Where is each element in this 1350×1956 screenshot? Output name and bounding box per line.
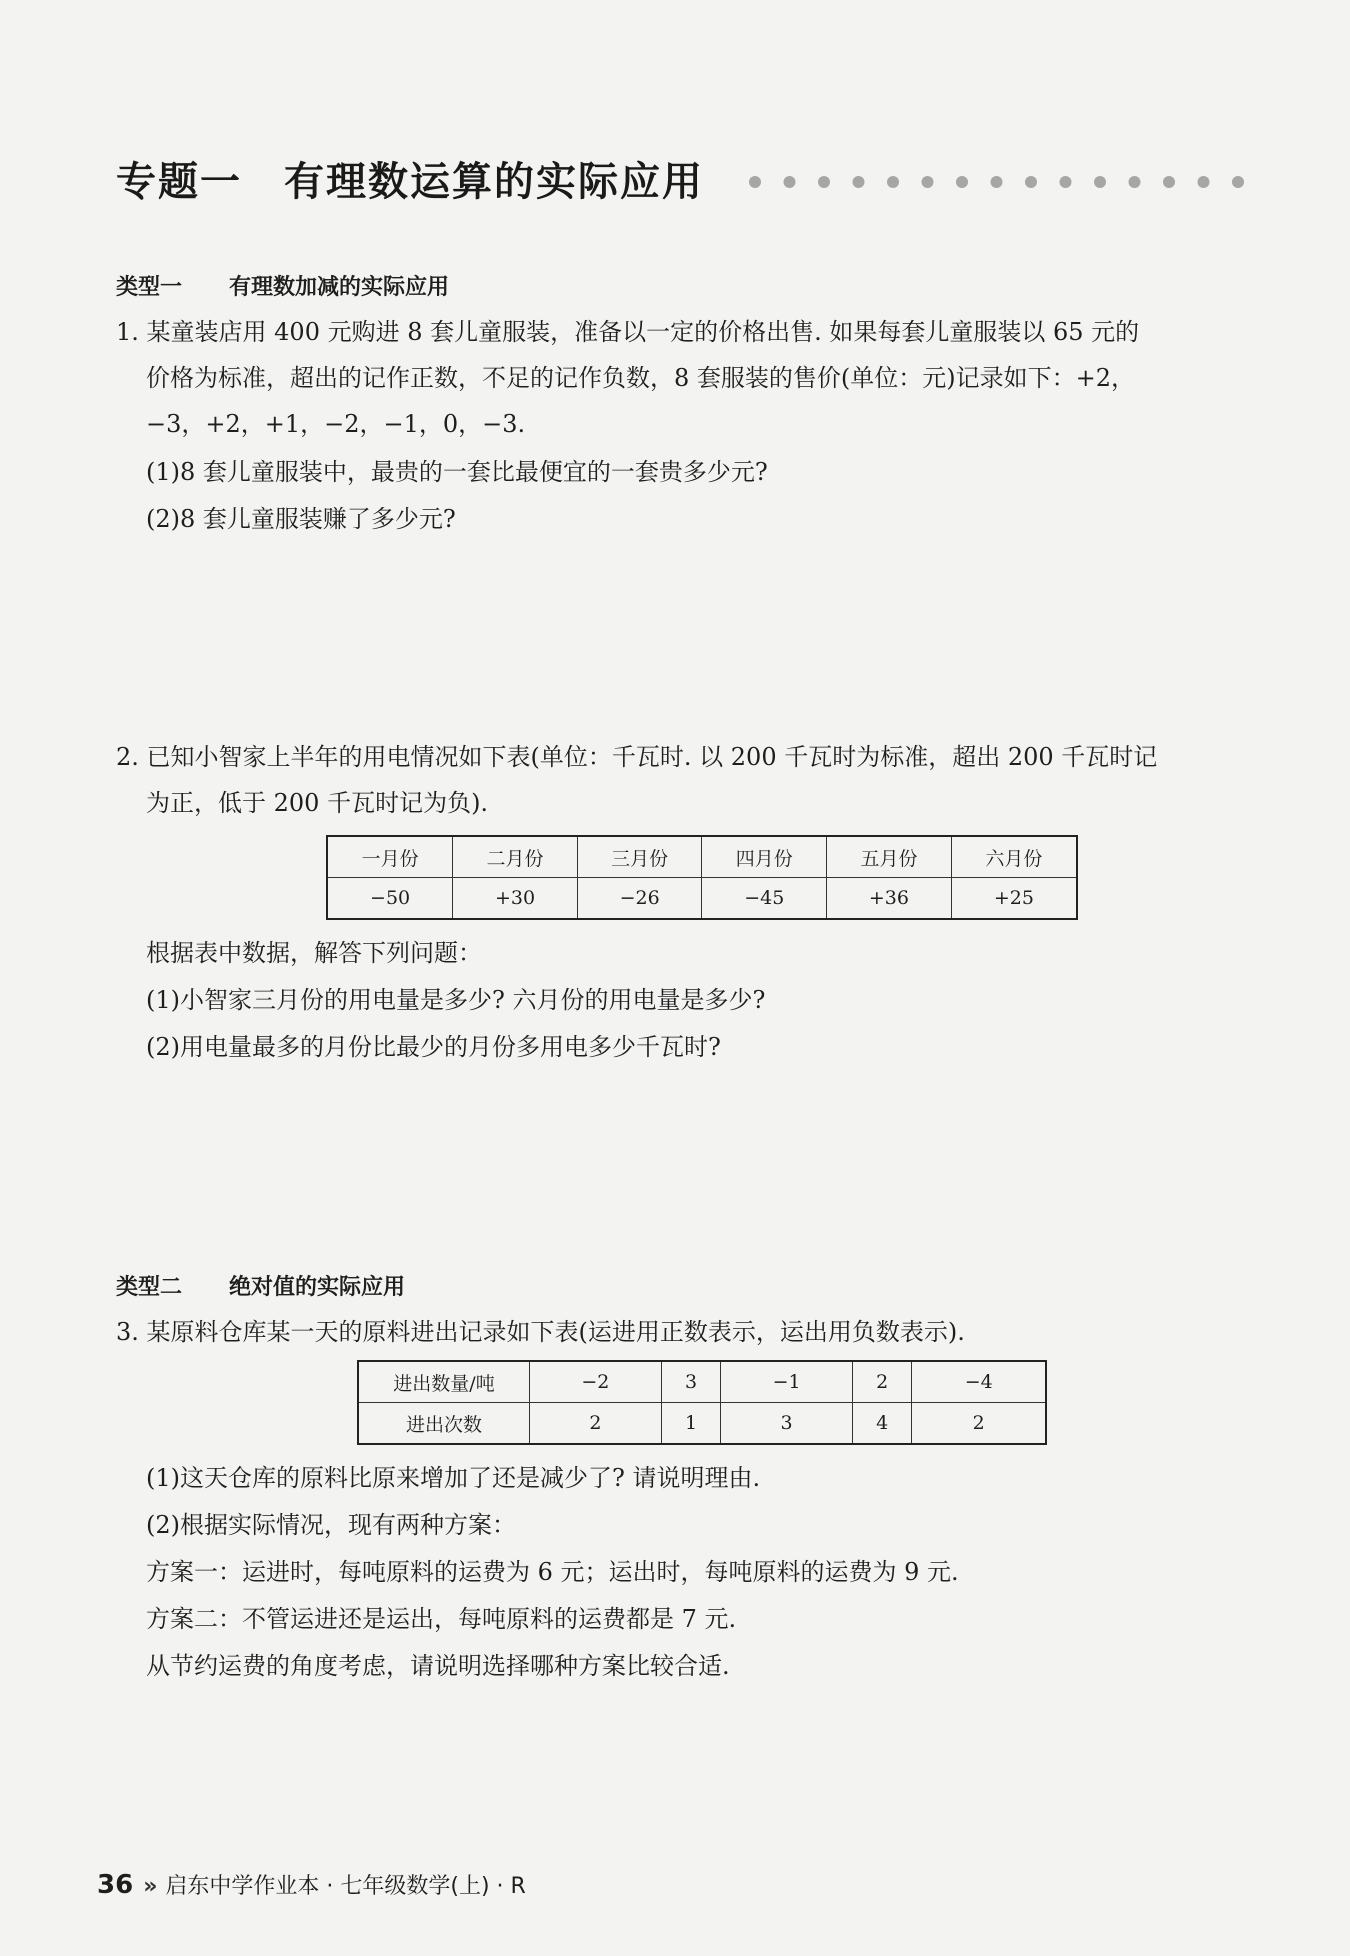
table-row-label: 进出数量/吨 [358, 1361, 530, 1403]
decorative-dot [1025, 176, 1037, 188]
table-header-cell: 一月份 [327, 836, 453, 878]
problem-2-intro: 根据表中数据，解答下列问题： [146, 939, 482, 967]
table-cell: −4 [912, 1361, 1046, 1403]
electricity-table [326, 835, 1078, 920]
problem-2-question-1: (1)小智家三月份的用电量是多少? 六月份的用电量是多少? [146, 986, 766, 1014]
table-cell: 3 [661, 1361, 720, 1403]
problem-1-line-2: 价格为标准，超出的记作正数，不足的记作负数，8 套服装的售价(单位：元)记录如下：+2， [146, 364, 1136, 392]
table-header-cell: 五月份 [827, 836, 952, 878]
table-header-cell: 四月份 [702, 836, 827, 878]
section-heading-type2 [116, 1270, 405, 1301]
decorative-dot [818, 176, 830, 188]
book-title: 启东中学作业本 · 七年级数学(上) · R [165, 1874, 526, 1899]
table-row-label: 进出次数 [358, 1403, 530, 1445]
warehouse-table [357, 1360, 1047, 1445]
decorative-dot [1129, 176, 1141, 188]
table-row [358, 1361, 1046, 1403]
problem-3-question-2: (2)根据实际情况，现有两种方案： [146, 1511, 516, 1539]
decorative-dot [887, 176, 899, 188]
decorative-dot [749, 176, 761, 188]
problem-1-question-1: (1)8 套儿童服装中，最贵的一套比最便宜的一套贵多少元? [146, 458, 768, 486]
page-title: 专题一 有理数运算的实际应用 [116, 159, 704, 205]
table-cell: −26 [577, 878, 702, 920]
problem-2-line-1: 2. 已知小智家上半年的用电情况如下表(单位：千瓦时. 以 200 千瓦时为标准，超出 200 千瓦时记 [116, 743, 1158, 771]
decorative-dot [853, 176, 865, 188]
title-row [116, 150, 1266, 206]
section-label: 类型一 [116, 275, 183, 300]
problem-3-plan-1: 方案一：运进时，每吨原料的运费为 6 元；运出时，每吨原料的运费为 9 元. [146, 1558, 959, 1586]
decorative-dot [922, 176, 934, 188]
decorative-dot [991, 176, 1003, 188]
table-header-cell: 六月份 [951, 836, 1077, 878]
chevron-right-icon: » [143, 1874, 158, 1899]
section-heading-type1 [116, 270, 449, 301]
problem-3-plan-2: 方案二：不管运进还是运出，每吨原料的运费都是 7 元. [146, 1605, 737, 1633]
decorative-dot [1060, 176, 1072, 188]
problem-1-line-3: −3，+2，+1，−2，−1，0，−3. [146, 410, 526, 438]
decorative-dot-row [741, 174, 1350, 190]
section-label: 类型二 [116, 1275, 183, 1300]
decorative-dot [956, 176, 968, 188]
table-cell: +36 [827, 878, 952, 920]
table-cell: +25 [951, 878, 1077, 920]
problem-2-question-2: (2)用电量最多的月份比最少的月份多用电多少千瓦时? [146, 1033, 721, 1061]
problem-3-question-1: (1)这天仓库的原料比原来增加了还是减少了? 请说明理由. [146, 1464, 761, 1492]
table-row [358, 1403, 1046, 1445]
section-title: 绝对值的实际应用 [229, 1275, 406, 1300]
problem-1-question-2: (2)8 套儿童服装赚了多少元? [146, 505, 456, 533]
page-number: 36 [97, 1870, 134, 1900]
decorative-dot [1094, 176, 1106, 188]
table-cell: 2 [912, 1403, 1046, 1445]
table-header-cell: 三月份 [577, 836, 702, 878]
table-row [327, 878, 1077, 920]
table-cell: 2 [852, 1361, 911, 1403]
problem-2-line-2: 为正，低于 200 千瓦时记为负). [146, 789, 489, 817]
table-cell: +30 [453, 878, 578, 920]
problem-3-line-1: 3. 某原料仓库某一天的原料进出记录如下表(运进用正数表示，运出用负数表示). [116, 1318, 965, 1346]
table-cell: −2 [530, 1361, 662, 1403]
decorative-dot [1232, 176, 1244, 188]
section-title: 有理数加减的实际应用 [229, 275, 450, 300]
table-cell: 2 [530, 1403, 662, 1445]
page-footer [97, 1869, 526, 1900]
table-row [327, 836, 1077, 878]
table-cell: 1 [661, 1403, 720, 1445]
problem-3-question-3: 从节约运费的角度考虑，请说明选择哪种方案比较合适. [146, 1652, 730, 1680]
table-cell: −45 [702, 878, 827, 920]
decorative-dot [1163, 176, 1175, 188]
table-header-cell: 二月份 [453, 836, 578, 878]
table-cell: −50 [327, 878, 453, 920]
table-cell: 3 [721, 1403, 853, 1445]
decorative-dot [1198, 176, 1210, 188]
table-cell: −1 [721, 1361, 853, 1403]
decorative-dot [784, 176, 796, 188]
table-cell: 4 [852, 1403, 911, 1445]
problem-1-line-1: 1. 某童装店用 400 元购进 8 套儿童服装，准备以一定的价格出售. 如果每套儿童服装以 65 元的 [116, 318, 1140, 346]
